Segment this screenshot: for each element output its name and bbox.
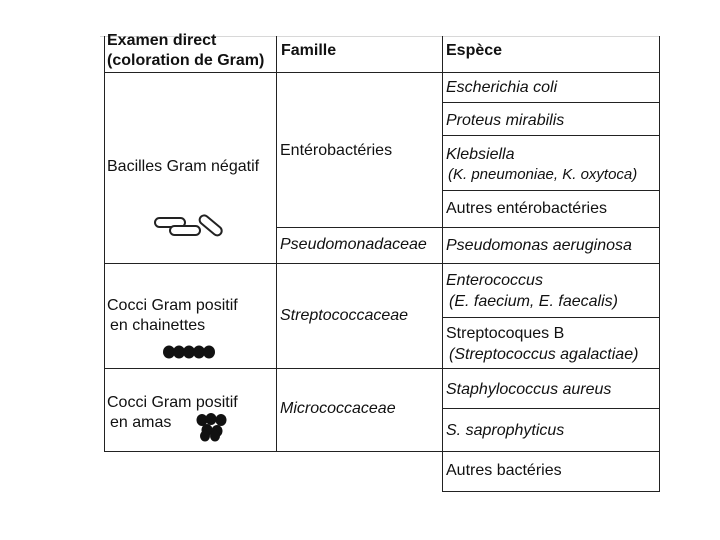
espece-klebsiella: Klebsiella: [446, 146, 515, 163]
table-right-border: [659, 36, 660, 492]
espece-streptocoques-b-detail: (Streptococcus agalactiae): [449, 346, 639, 363]
rod-bacteria-icon: [152, 210, 224, 238]
row-divider: [442, 190, 660, 191]
espece-pseudomonas-aeruginosa: Pseudomonas aeruginosa: [446, 237, 632, 254]
row-divider: [442, 317, 660, 318]
espece-escherichia-coli: Escherichia coli: [446, 79, 558, 96]
espece-streptocoques-b: Streptocoques B: [446, 325, 565, 342]
header-espece: Espèce: [446, 42, 503, 59]
row-divider: [276, 227, 660, 228]
famille-micrococcaceae: Micrococcaceae: [280, 400, 396, 417]
row-divider: [442, 102, 660, 103]
row-divider: [442, 408, 660, 409]
header-examen-line2: (coloration de Gram): [107, 52, 265, 69]
other-bottom-border: [442, 491, 660, 492]
column-divider-1: [276, 36, 277, 452]
examen-cocci-amas-line1: Cocci Gram positif: [107, 394, 238, 411]
column-divider-2: [442, 36, 443, 492]
espece-autres-enterobacteries: Autres entérobactéries: [446, 200, 607, 217]
espece-s-saprophyticus: S. saprophyticus: [446, 422, 565, 439]
famille-enterobacteries: Entérobactéries: [280, 142, 393, 159]
row-divider: [442, 135, 660, 136]
header-famille: Famille: [281, 42, 337, 59]
examen-cocci-chainettes-line1: Cocci Gram positif: [107, 297, 238, 314]
espece-klebsiella-detail: (K. pneumoniae, K. oxytoca): [448, 166, 638, 183]
examen-bacilles: Bacilles Gram négatif: [107, 158, 260, 175]
examen-cocci-chainettes-line2: en chainettes: [110, 317, 206, 334]
header-examen-line1: Examen direct: [107, 32, 217, 49]
cocci-chain-icon: [162, 344, 216, 360]
famille-streptococcaceae: Streptococcaceae: [280, 307, 409, 324]
group-divider: [104, 368, 660, 369]
table-left-border: [104, 36, 105, 452]
famille-pseudomonadaceae: Pseudomonadaceae: [280, 236, 427, 253]
espece-enterococcus: Enterococcus: [446, 272, 543, 289]
cocci-cluster-icon: [194, 412, 230, 442]
espece-autres-bacteries: Autres bactéries: [446, 462, 562, 479]
group-divider: [104, 263, 660, 264]
espece-proteus-mirabilis: Proteus mirabilis: [446, 112, 565, 129]
examen-cocci-amas-line2: en amas: [110, 414, 172, 431]
espece-enterococcus-detail: (E. faecium, E. faecalis): [449, 293, 618, 310]
espece-staphylococcus-aureus: Staphylococcus aureus: [446, 381, 612, 398]
table-bottom-border: [104, 451, 660, 452]
header-divider: [104, 72, 660, 73]
